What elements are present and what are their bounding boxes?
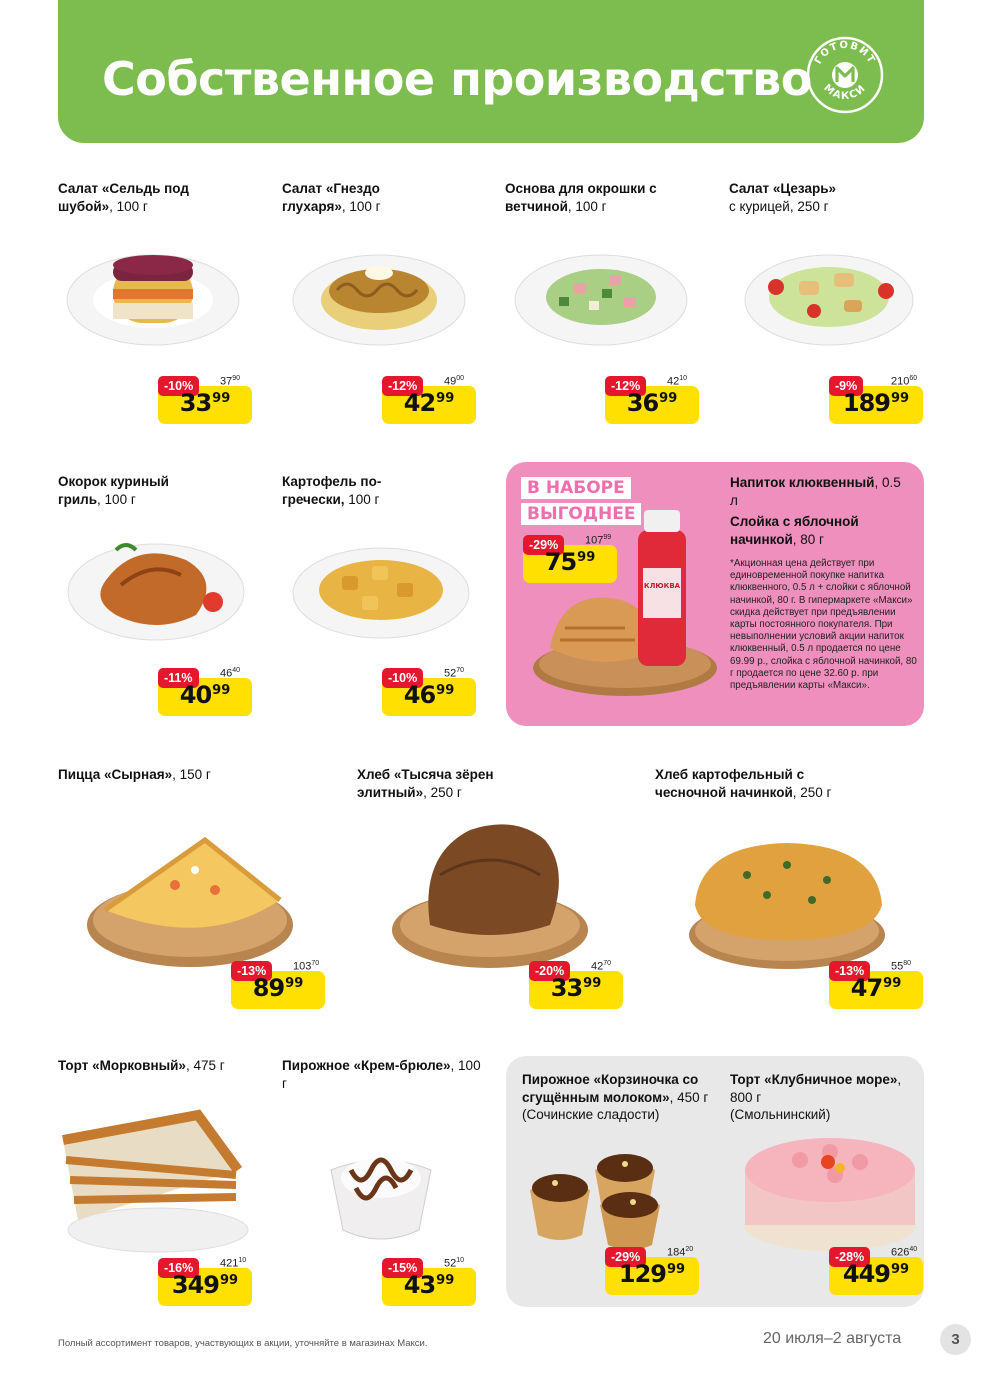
price-tag: -28% $626^{40}$ $449^{99}$ (829, 1247, 923, 1295)
discount-badge: -29% (523, 535, 564, 555)
price-tag: -9% $210^{60}$ $189^{99}$ (829, 376, 923, 424)
discount-badge: -12% (382, 376, 423, 396)
product-name: Торт «Морковный», 475 г (58, 1058, 225, 1073)
product-name: Пирожное «Корзиночка со сгущённым молоком», 450 г (Сочинские сладости) (522, 1072, 709, 1122)
product-name: Салат «Цезарь» с курицей, 250 г (729, 181, 837, 214)
gotovit-maksi-logo-icon (806, 36, 884, 114)
price-tag: -13% $55^{80}$ $47^{99}$ (829, 961, 923, 1009)
product-name: Салат «Сельдь под шубой», 100 г (58, 181, 189, 214)
price-tag: -11% $46^{40}$ $40^{99}$ (158, 668, 252, 716)
promo-dates: 20 июля–2 августа (763, 1330, 902, 1347)
page-number: 3 (940, 1324, 971, 1355)
product-name: Основа для окрошки с ветчиной, 100 г (505, 181, 657, 214)
combo-fine-print: *Акционная цена действует при единовременной покупке напитка клюквенного, 0.5 л + слойки с яблочной начинкой, 80 г. В гипермаркете «Макси» скидка действует при предъявлении карты постоянного покупателя. При невыполнении условий акции напиток клюквенный, 0.5 л продается по цене 69.99 р., слойка с яблочной начинкой, 80 г продается по цене 32.60 р. при предъявлении карты «Макси». (730, 558, 917, 692)
product-name: Картофель по-гречески, 100 г (282, 474, 382, 507)
potato-bread-image (687, 835, 887, 970)
price-tag: -13% $103^{70}$ $89^{99}$ (231, 961, 325, 1009)
potatoes-image (292, 538, 470, 643)
discount-badge: -13% (829, 961, 870, 981)
product-name: Пирожное «Крем-брюле», 100 г (282, 1058, 481, 1091)
strawberry-cake-image (740, 1130, 920, 1255)
caesar-salad-image (744, 245, 914, 350)
discount-badge: -20% (529, 961, 570, 981)
discount-badge: -9% (829, 376, 863, 396)
salad-herring-image (66, 245, 241, 350)
chicken-leg-image (66, 530, 246, 648)
header-banner (58, 0, 924, 143)
page-title: Собственное производство (102, 52, 812, 106)
discount-badge: -13% (231, 961, 272, 981)
product-name: Салат «Гнездо глухаря», 100 г (282, 181, 381, 214)
discount-badge: -12% (605, 376, 646, 396)
price-tag: -10% $37^{90}$ $33^{99}$ (158, 376, 252, 424)
discount-badge: -28% (829, 1247, 870, 1267)
salad-nest-image (292, 245, 467, 350)
svg-text:КЛЮКВА: КЛЮКВА (643, 582, 681, 590)
svg-text:ГОТОВИТ: ГОТОВИТ (812, 39, 878, 67)
svg-text:МАКСИ: МАКСИ (821, 82, 869, 103)
discount-badge: -10% (158, 376, 199, 396)
combo-item-pastry: Слойка с яблочной начинкой, 80 г (730, 514, 859, 547)
price-tag: -12% $42^{10}$ $36^{99}$ (605, 376, 699, 424)
price-tag: -15% $52^{10}$ $43^{99}$ (382, 1258, 476, 1306)
discount-badge: -29% (605, 1247, 646, 1267)
price-tag: -16% $421^{10}$ $349^{99}$ (158, 1258, 252, 1306)
price-tag: -10% $52^{70}$ $46^{99}$ (382, 668, 476, 716)
combo-price-tag: -29% $107^{99}$ $75^{99}$ (523, 535, 617, 583)
combo-item-drink: Напиток клюквенный, 0.5 л (730, 475, 901, 508)
okroshka-image (514, 245, 689, 350)
price-tag: -12% $49^{00}$ $42^{99}$ (382, 376, 476, 424)
product-name: Хлеб картофельный с чесночной начинкой, 250 г (655, 767, 832, 800)
discount-badge: -10% (382, 668, 423, 688)
product-name: Хлеб «Тысяча зёрен элитный», 250 г (357, 767, 494, 800)
product-name: Пицца «Сырная», 150 г (58, 767, 211, 782)
combo-stamp: В НАБОРЕ ВЫГОДНЕЕ (521, 477, 653, 529)
price-tag: -20% $42^{70}$ $33^{99}$ (529, 961, 623, 1009)
discount-badge: -11% (158, 668, 199, 688)
pizza-image (85, 830, 295, 970)
product-name: Торт «Клубничное море», 800 г (Смольнинский) (730, 1072, 902, 1122)
footer-note: Полный ассортимент товаров, участвующих в акции, уточняйте в магазинах Макси. (58, 1338, 428, 1349)
discount-badge: -16% (158, 1258, 199, 1278)
basket-pastries-image (525, 1150, 675, 1250)
bread-thousand-grains-image (390, 815, 590, 970)
price-tag: -29% $184^{20}$ $129^{99}$ (605, 1247, 699, 1295)
discount-badge: -15% (382, 1258, 423, 1278)
creme-brulee-pastry-image (326, 1140, 436, 1250)
carrot-cake-image (58, 1095, 248, 1255)
product-name: Окорок куриный гриль, 100 г (58, 474, 169, 507)
